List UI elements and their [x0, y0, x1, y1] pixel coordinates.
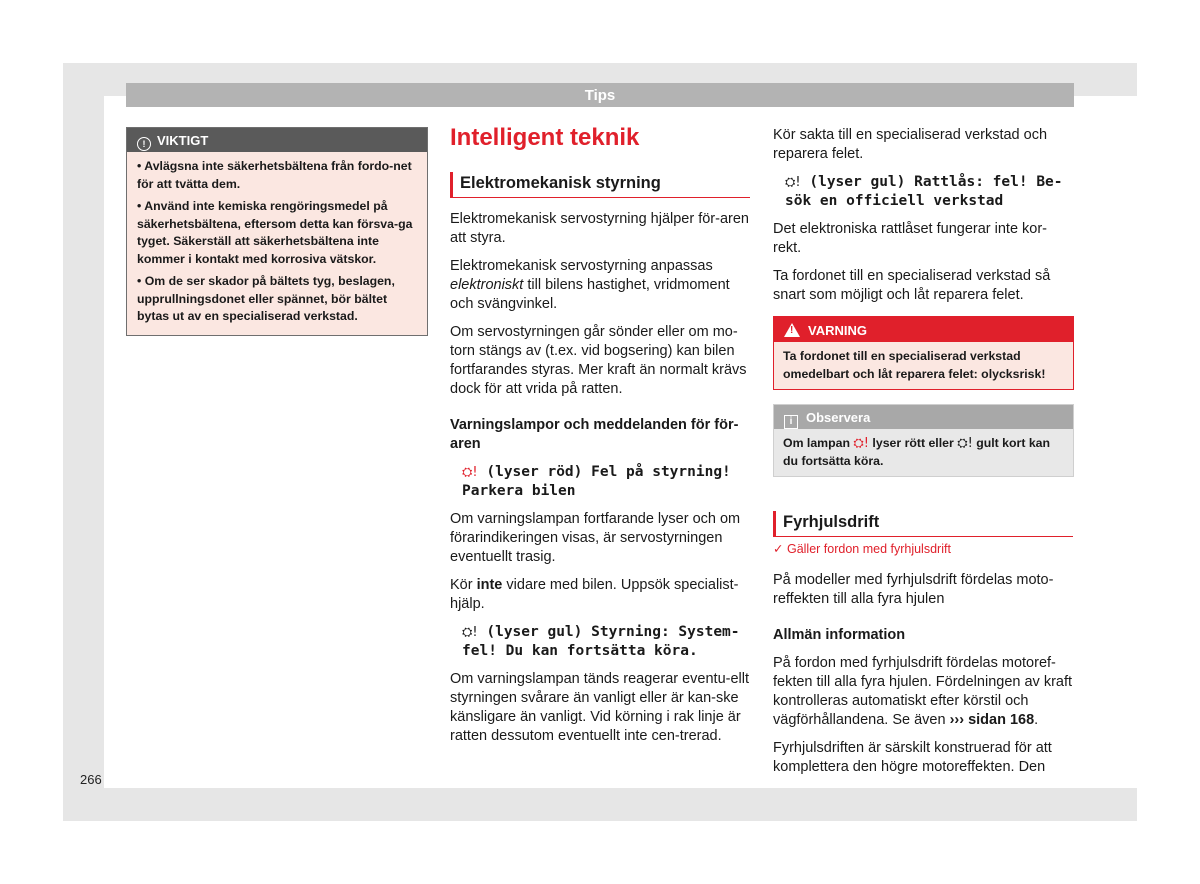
paragraph: På modeller med fyrhjulsdrift fördelas moto-reffekten till alla fyra hjulen: [773, 572, 1054, 607]
paragraph: Fyrhjulsdriften är särskilt konstruerad för att komplettera den högre motoreffekten. Den: [773, 740, 1052, 775]
steering-warning-icon: ⛭!: [785, 175, 801, 190]
paragraph: På fordon med fyrhjulsdrift fördelas motoref-fekten till alla fyra hjulen. Fördelningen av kraft kontrolleras automatiskt efter körstil och vägförhållandena. Se även ››› sidan 168.: [773, 655, 1073, 728]
warning-circle-icon: !: [137, 137, 151, 151]
notice-item: • Avlägsna inte säkerhetsbältena från fordo-net för att tvätta dem.: [137, 159, 412, 191]
note-box: [773, 404, 1074, 477]
info-icon: i: [784, 415, 798, 429]
notice-header: [127, 128, 427, 152]
warning-box: [773, 316, 1074, 390]
paragraph: Om varningslampan tänds reagerar eventu-ellt styrningen svårare än vanligt eller är kan-ske känsligare än vanligt. Vid körning i rak linje är ratten dessutom eventuellt inte cen-trerad.: [450, 671, 750, 744]
section-title: Intelligent teknik: [450, 124, 640, 151]
page-number: 266: [80, 772, 102, 787]
section2-title: Fyrhjulsdrift: [773, 511, 1073, 537]
notice-item: • Använd inte kemiska rengöringsmedel på säkerhetsbältena, eftersom detta kan försva-ga tyget. Säkerställ att säkerhetsbältena inte kommer i kontakt med korrosiva vätskor.: [137, 199, 413, 266]
warning-triangle-icon: !: [784, 323, 800, 337]
notice-body: [127, 152, 427, 335]
message-lock: ⛭! (lyser gul) Rattlås: fel! Be-sök en officiell verkstad: [785, 174, 1063, 209]
warning-label: VARNING: [808, 323, 867, 338]
paragraph: Kör sakta till en specialiserad verkstad och reparera felet.: [773, 127, 1048, 162]
middle-column: [450, 210, 750, 755]
warning-text: Ta fordonet till en specialiserad verkstad omedelbart och låt reparera felet: olycksrisk!: [783, 349, 1046, 381]
chapter-header: Tips: [126, 83, 1074, 107]
right-column-bottom: [773, 540, 1073, 786]
message-red: ⛭! (lyser röd) Fel på styrning! Parkera bilen: [462, 464, 731, 499]
applies-note: ✓ Gäller fordon med fyrhjulsdrift: [773, 542, 951, 556]
notice-item: • Om de ser skador på bältets tyg, beslagen, upprullningsdonet eller spännet, bör bältet bytas ut av en specialiserad verkstad.: [137, 274, 395, 323]
steering-warning-icon: ⛭!: [462, 625, 478, 640]
important-notice: [126, 127, 428, 336]
steering-warning-icon: ⛭!: [853, 436, 870, 451]
page-reference-link[interactable]: ››› sidan 168: [949, 712, 1035, 728]
notice-label: VIKTIGT: [157, 133, 209, 148]
paragraph: Det elektroniska rattlåset fungerar inte kor-rekt.: [773, 221, 1048, 256]
steering-warning-icon: ⛭!: [957, 436, 973, 451]
notice-item-text: Använd inte kemiska rengöringsmedel på säkerhetsbältena, eftersom detta kan försva-ga tyget. Säkerställ att säkerhetsbältena inte kommer i kontakt med korrosiva vätskor.: [137, 199, 413, 266]
paragraph: Om servostyrningen går sönder eller om mo-torn stängs av (t.ex. vid bogsering) kan bilen fortfarandes styras. Mer kraft än normalt krävs dock för att vrida på ratten.: [450, 324, 747, 397]
section-subtitle: Elektromekanisk styrning: [450, 172, 750, 198]
note-header: [774, 405, 1073, 429]
paragraph: Ta fordonet till en specialiserad verkstad så snart som möjligt och låt reparera felet.: [773, 268, 1051, 303]
subheading: Allmän information: [773, 627, 906, 643]
note-label: Observera: [806, 410, 871, 425]
paragraph: Om varningslampan fortfarande lyser och om förarindikeringen visas, är servostyrningen eventuellt trasig.: [450, 511, 741, 565]
note-text: Om lampan ⛭! lyser rött eller ⛭! gult kort kan du fortsätta köra.: [783, 436, 1051, 468]
right-column-top: [773, 126, 1073, 314]
paragraph: Elektromekanisk servostyrning hjälper för-aren att styra.: [450, 211, 749, 246]
paragraph: Elektromekanisk servostyrning anpassas elektroniskt till bilens hastighet, vridmoment och svängvinkel.: [450, 258, 730, 312]
paragraph: Kör inte vidare med bilen. Uppsök specialist-hjälp.: [450, 577, 739, 612]
notice-item-text: Avlägsna inte säkerhetsbältena från fordo-net för att tvätta dem.: [137, 159, 412, 191]
steering-warning-icon: ⛭!: [462, 465, 478, 480]
check-icon: ✓: [773, 542, 784, 556]
notice-item-text: Om de ser skador på bältets tyg, beslagen, upprullningsdonet eller spännet, bör bältet bytas ut av en specialiserad verkstad.: [137, 274, 395, 323]
message-yellow: ⛭! (lyser gul) Styrning: System-fel! Du kan fortsätta köra.: [462, 624, 740, 659]
subheading: Varningslampor och meddelanden för för-aren: [450, 417, 739, 452]
warning-header: [774, 317, 1073, 342]
